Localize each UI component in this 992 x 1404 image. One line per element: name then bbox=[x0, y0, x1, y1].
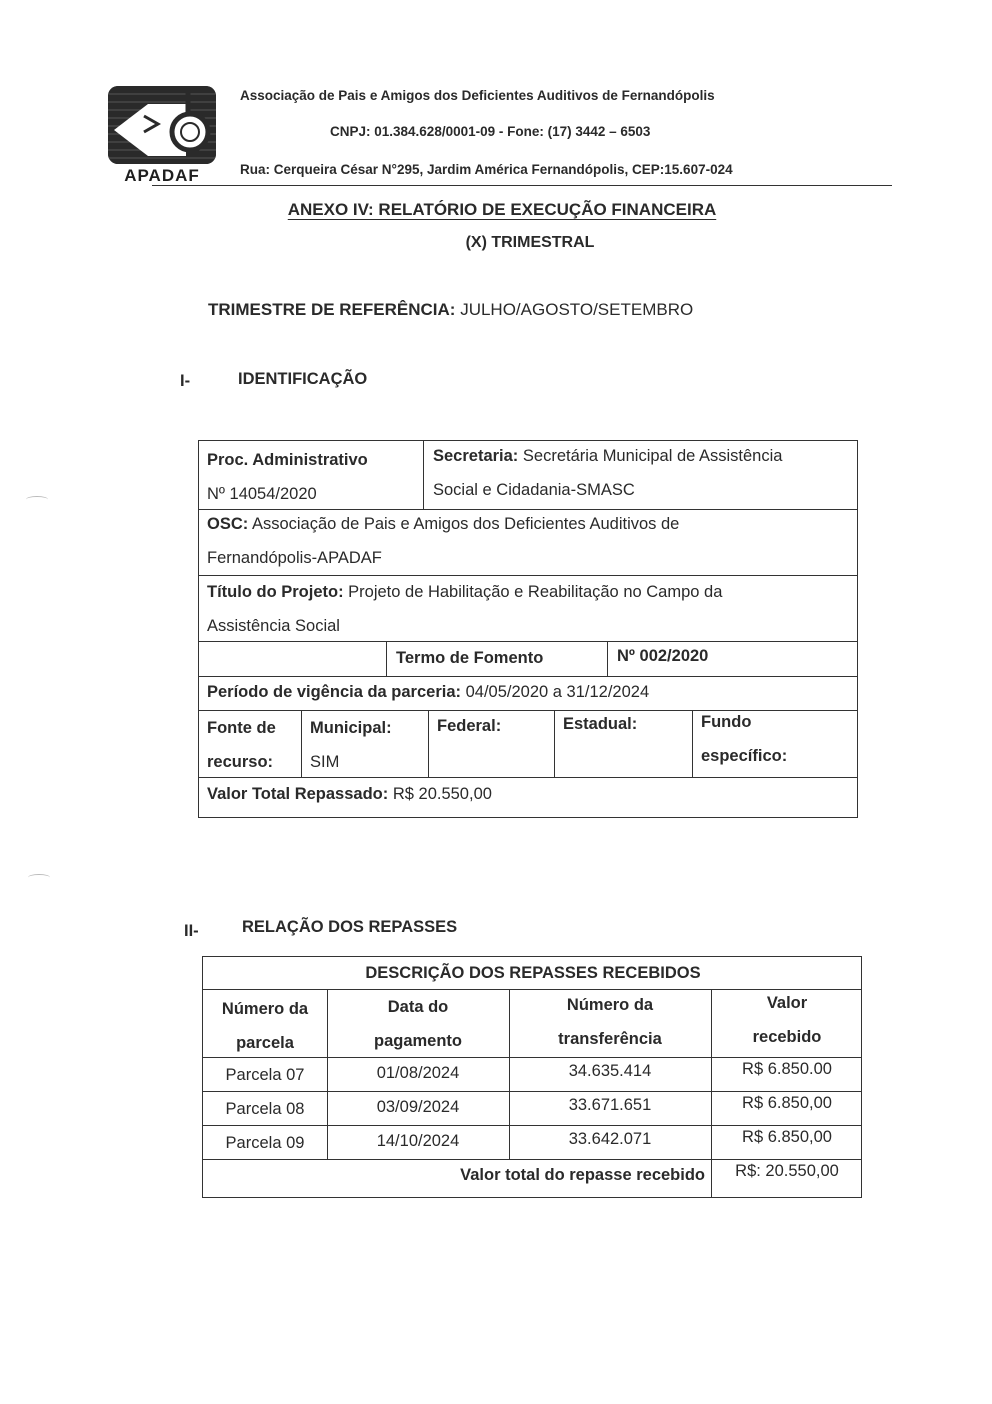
valor-label: Valor Total Repassado: bbox=[207, 785, 389, 803]
table-rule bbox=[428, 710, 429, 777]
row3-valor: R$ 6.850,00 bbox=[742, 1128, 832, 1146]
fundo-label-line2: específico: bbox=[701, 747, 788, 765]
scan-mark bbox=[26, 496, 48, 503]
header-divider bbox=[152, 185, 892, 186]
projeto-field bbox=[207, 575, 722, 609]
row3-data: 14/10/2024 bbox=[376, 1132, 460, 1150]
ear-emblem-icon bbox=[108, 86, 216, 164]
document-title-text: ANEXO IV: RELATÓRIO DE EXECUÇÃO FINANCEIRA bbox=[287, 200, 717, 219]
row3-parcela: Parcela 09 bbox=[225, 1134, 305, 1152]
table-rule bbox=[423, 441, 424, 509]
section-1-number: I- bbox=[180, 372, 191, 390]
section-2-number: II- bbox=[184, 922, 199, 940]
vigencia-value: 04/05/2020 a 31/12/2024 bbox=[465, 683, 650, 701]
repasses-table bbox=[202, 956, 862, 1198]
org-address: Rua: Cerqueira César N°295, Jardim América Fernandópolis, CEP:15.607-024 bbox=[240, 162, 733, 177]
row2-data: 03/09/2024 bbox=[376, 1098, 460, 1116]
org-name: Associação de Pais e Amigos dos Deficientes Auditivos de Fernandópolis bbox=[240, 88, 715, 103]
termo-label: Termo de Fomento bbox=[396, 649, 544, 667]
table-rule bbox=[199, 710, 857, 711]
identification-table bbox=[198, 440, 858, 818]
vigencia-label: Período de vigência da parceria: bbox=[207, 683, 462, 701]
fonte-label-line1: Fonte de bbox=[207, 719, 276, 737]
valor-value: R$ 20.550,00 bbox=[392, 785, 492, 803]
municipal-value: SIM bbox=[310, 753, 340, 771]
reference-quarter-label: TRIMESTRE DE REFERÊNCIA: bbox=[208, 300, 456, 319]
row1-valor: R$ 6.850.00 bbox=[742, 1060, 832, 1078]
table-rule bbox=[607, 641, 608, 676]
osc-label: OSC: bbox=[207, 515, 249, 533]
reference-quarter-value: JULHO/AGOSTO/SETEMBRO bbox=[460, 300, 694, 319]
total-label: Valor total do repasse recebido bbox=[460, 1166, 705, 1184]
reference-quarter bbox=[208, 300, 693, 320]
col-header-parcela-line1: Número da bbox=[221, 1000, 309, 1018]
secretaria-field bbox=[433, 439, 782, 473]
termo-value: Nº 002/2020 bbox=[617, 647, 709, 665]
logo-emblem bbox=[108, 86, 216, 164]
osc-value-line2: Fernandópolis-APADAF bbox=[207, 549, 382, 567]
proc-value: Nº 14054/2020 bbox=[207, 485, 317, 503]
fundo-label-line1: Fundo bbox=[701, 713, 752, 731]
vigencia-field bbox=[207, 675, 649, 709]
col-header-transferencia-line1: Número da bbox=[566, 996, 654, 1014]
secretaria-label: Secretaria: bbox=[433, 447, 519, 465]
osc-field bbox=[207, 507, 679, 541]
proc-label: Proc. Administrativo bbox=[207, 451, 368, 469]
osc-value-line1: Associação de Pais e Amigos dos Deficientes Auditivos de bbox=[251, 515, 680, 533]
projeto-value-line1: Projeto de Habilitação e Reabilitação no Campo da bbox=[348, 583, 723, 601]
row3-transferencia: 33.642.071 bbox=[568, 1130, 652, 1148]
scan-mark bbox=[28, 874, 50, 881]
period-type: (X) TRIMESTRAL bbox=[465, 234, 595, 251]
secretaria-value-line2: Social e Cidadania-SMASC bbox=[433, 481, 635, 499]
repasses-caption: DESCRIÇÃO DOS REPASSES RECEBIDOS bbox=[365, 964, 701, 982]
document-title bbox=[2, 200, 992, 220]
col-header-data-line1: Data do bbox=[387, 998, 449, 1016]
col-header-data-line2: pagamento bbox=[373, 1032, 462, 1050]
fonte-label-line2: recurso: bbox=[207, 753, 274, 771]
col-header-parcela-line2: parcela bbox=[236, 1034, 294, 1052]
col-header-transferencia-line2: transferência bbox=[558, 1030, 662, 1048]
col-header-valor-line2: recebido bbox=[752, 1028, 822, 1046]
apadaf-logo bbox=[104, 86, 220, 186]
logo-text: APADAF bbox=[124, 166, 200, 185]
col-header-valor-line1: Valor bbox=[766, 994, 808, 1012]
row2-valor: R$ 6.850,00 bbox=[742, 1094, 832, 1112]
projeto-value-line2: Assistência Social bbox=[207, 617, 340, 635]
row2-transferencia: 33.671.651 bbox=[568, 1096, 652, 1114]
municipal-label: Municipal: bbox=[310, 719, 392, 737]
section-2-title: RELAÇÃO DOS REPASSES bbox=[242, 918, 458, 936]
row1-transferencia: 34.635.414 bbox=[568, 1062, 652, 1080]
table-rule bbox=[386, 641, 387, 676]
row2-parcela: Parcela 08 bbox=[225, 1100, 305, 1118]
section-1-title: IDENTIFICAÇÃO bbox=[238, 370, 368, 388]
table-rule bbox=[301, 710, 302, 777]
valor-field bbox=[207, 777, 492, 811]
org-cnpj-phone: CNPJ: 01.384.628/0001-09 - Fone: (17) 3442 – 6503 bbox=[330, 124, 651, 139]
row1-data: 01/08/2024 bbox=[376, 1064, 460, 1082]
secretaria-value-line1: Secretária Municipal de Assistência bbox=[522, 447, 783, 465]
estadual-label: Estadual: bbox=[563, 715, 638, 733]
table-rule bbox=[554, 710, 555, 777]
federal-label: Federal: bbox=[437, 717, 502, 735]
total-value: R$: 20.550,00 bbox=[735, 1162, 839, 1180]
row1-parcela: Parcela 07 bbox=[225, 1066, 305, 1084]
table-rule bbox=[692, 710, 693, 777]
projeto-label: Título do Projeto: bbox=[207, 583, 344, 601]
